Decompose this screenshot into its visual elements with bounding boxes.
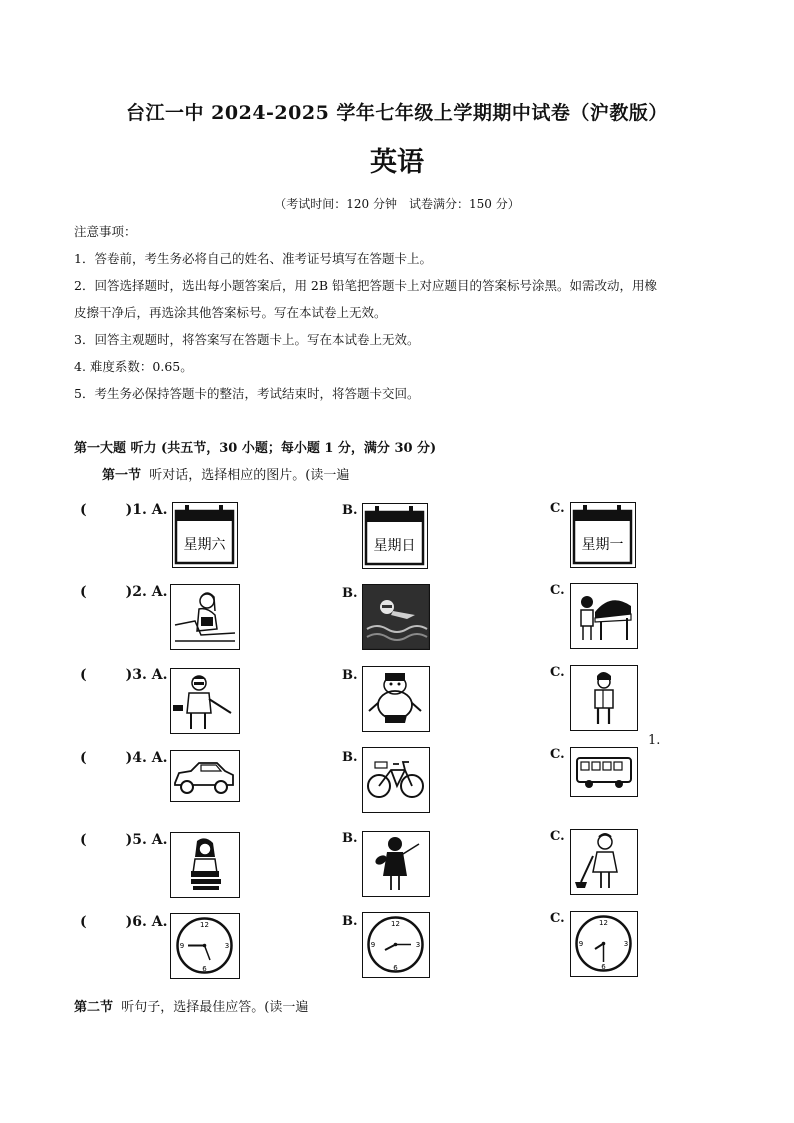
car-icon bbox=[170, 750, 240, 802]
section2-title bbox=[74, 996, 308, 1015]
question-2-option-b: B. bbox=[342, 586, 358, 601]
question-1-option-c: C. bbox=[550, 501, 565, 516]
svg-text:3: 3 bbox=[623, 940, 629, 948]
calendar-day-label: 星期日 bbox=[373, 538, 416, 554]
girl-sweeping-icon bbox=[570, 829, 638, 895]
svg-text:9: 9 bbox=[370, 941, 376, 949]
question-5-number: ( )5. A. bbox=[80, 832, 168, 848]
clock-icon bbox=[170, 913, 240, 979]
part1-text: 听对话，选择相应的图片。(读一遍 bbox=[149, 468, 350, 483]
question-5-option-c: C. bbox=[550, 829, 565, 844]
svg-text:12: 12 bbox=[200, 921, 209, 929]
page-title: 台江一中 2024-2025 学年七年级上学期期中试卷（沪教版） bbox=[126, 102, 668, 124]
question-4-option-c: C. bbox=[550, 747, 565, 762]
girl-studying-icon bbox=[170, 832, 240, 898]
svg-text:9: 9 bbox=[179, 942, 185, 950]
clock-icon bbox=[362, 912, 430, 978]
calendar-day-label: 星期一 bbox=[581, 537, 624, 553]
question-2-number: ( )2. A. bbox=[80, 584, 168, 600]
calendar-day-label: 星期六 bbox=[183, 537, 226, 553]
question-6-option-b: B. bbox=[342, 914, 358, 929]
question-1-number: ( )1. A. bbox=[80, 502, 168, 518]
calendar-icon bbox=[172, 502, 238, 568]
svg-text:6: 6 bbox=[393, 964, 398, 972]
part2-label: 第二节 bbox=[74, 1000, 114, 1015]
question-6-number: ( )6. A. bbox=[80, 914, 168, 930]
calendar-icon bbox=[570, 502, 636, 568]
clock-icon bbox=[570, 911, 638, 977]
calendar-icon bbox=[362, 503, 428, 569]
svg-text:3: 3 bbox=[415, 941, 421, 949]
svg-text:12: 12 bbox=[391, 920, 400, 928]
svg-text:3: 3 bbox=[224, 942, 230, 950]
note-item-2-cont: 皮擦干净后，再选涂其他答案标号。写在本试卷上无效。 bbox=[74, 305, 387, 320]
note-item-4: 4. 难度系数：0.65。 bbox=[74, 359, 193, 374]
boy-icon bbox=[570, 665, 638, 731]
bicycle-icon bbox=[362, 747, 430, 813]
question-2-option-c: C. bbox=[550, 583, 565, 598]
question-6-option-c: C. bbox=[550, 911, 565, 926]
subject-title: 英语 bbox=[370, 147, 424, 178]
question-3-number: ( )3. A. bbox=[80, 667, 168, 683]
teacher-icon bbox=[170, 668, 240, 734]
notes-heading: 注意事项： bbox=[74, 224, 137, 239]
note-item-5: 5．考生务必保持答题卡的整洁，考试结束时，将答题卡交回。 bbox=[74, 386, 420, 401]
note-item-2: 2．回答选择题时，选出每小题答案后，用 2B 铅笔把答题卡上对应题目的答案标号涂黑。如需改动，用橡 bbox=[74, 278, 658, 293]
girl-playing-piano-icon bbox=[570, 583, 638, 649]
girl-playing-violin-icon bbox=[362, 831, 430, 897]
question-1-option-b: B. bbox=[342, 503, 358, 518]
svg-text:6: 6 bbox=[601, 963, 606, 971]
question-4-number: ( )4. A. bbox=[80, 750, 168, 766]
question-3-option-c: C. bbox=[550, 665, 565, 680]
section1-title: 第一大题 听力 (共五节，30 小题；每小题 1 分，满分 30 分) bbox=[74, 441, 437, 456]
exam-info: （考试时间：120 分钟 试卷满分：150 分） bbox=[274, 197, 520, 211]
svg-text:9: 9 bbox=[578, 940, 584, 948]
svg-text:6: 6 bbox=[202, 965, 207, 973]
svg-text:12: 12 bbox=[599, 919, 608, 927]
question-5-option-b: B. bbox=[342, 831, 358, 846]
part1-label: 第一节 bbox=[102, 468, 142, 483]
note-item-1: 1．答卷前，考生务必将自己的姓名、准考证号填写在答题卡上。 bbox=[74, 251, 432, 266]
side-number: 1. bbox=[648, 733, 661, 748]
note-item-3: 3．回答主观题时，将答案写在答题卡上。写在本试卷上无效。 bbox=[74, 332, 420, 347]
question-4-option-b: B. bbox=[342, 750, 358, 765]
bus-icon bbox=[570, 747, 638, 797]
section1-part1 bbox=[102, 464, 349, 483]
fat-man-icon bbox=[362, 666, 430, 732]
question-3-option-b: B. bbox=[342, 668, 358, 683]
swimmer-icon bbox=[362, 584, 430, 650]
part2-text: 听句子，选择最佳应答。(读一遍 bbox=[121, 1000, 309, 1015]
woman-reading-icon bbox=[170, 584, 240, 650]
